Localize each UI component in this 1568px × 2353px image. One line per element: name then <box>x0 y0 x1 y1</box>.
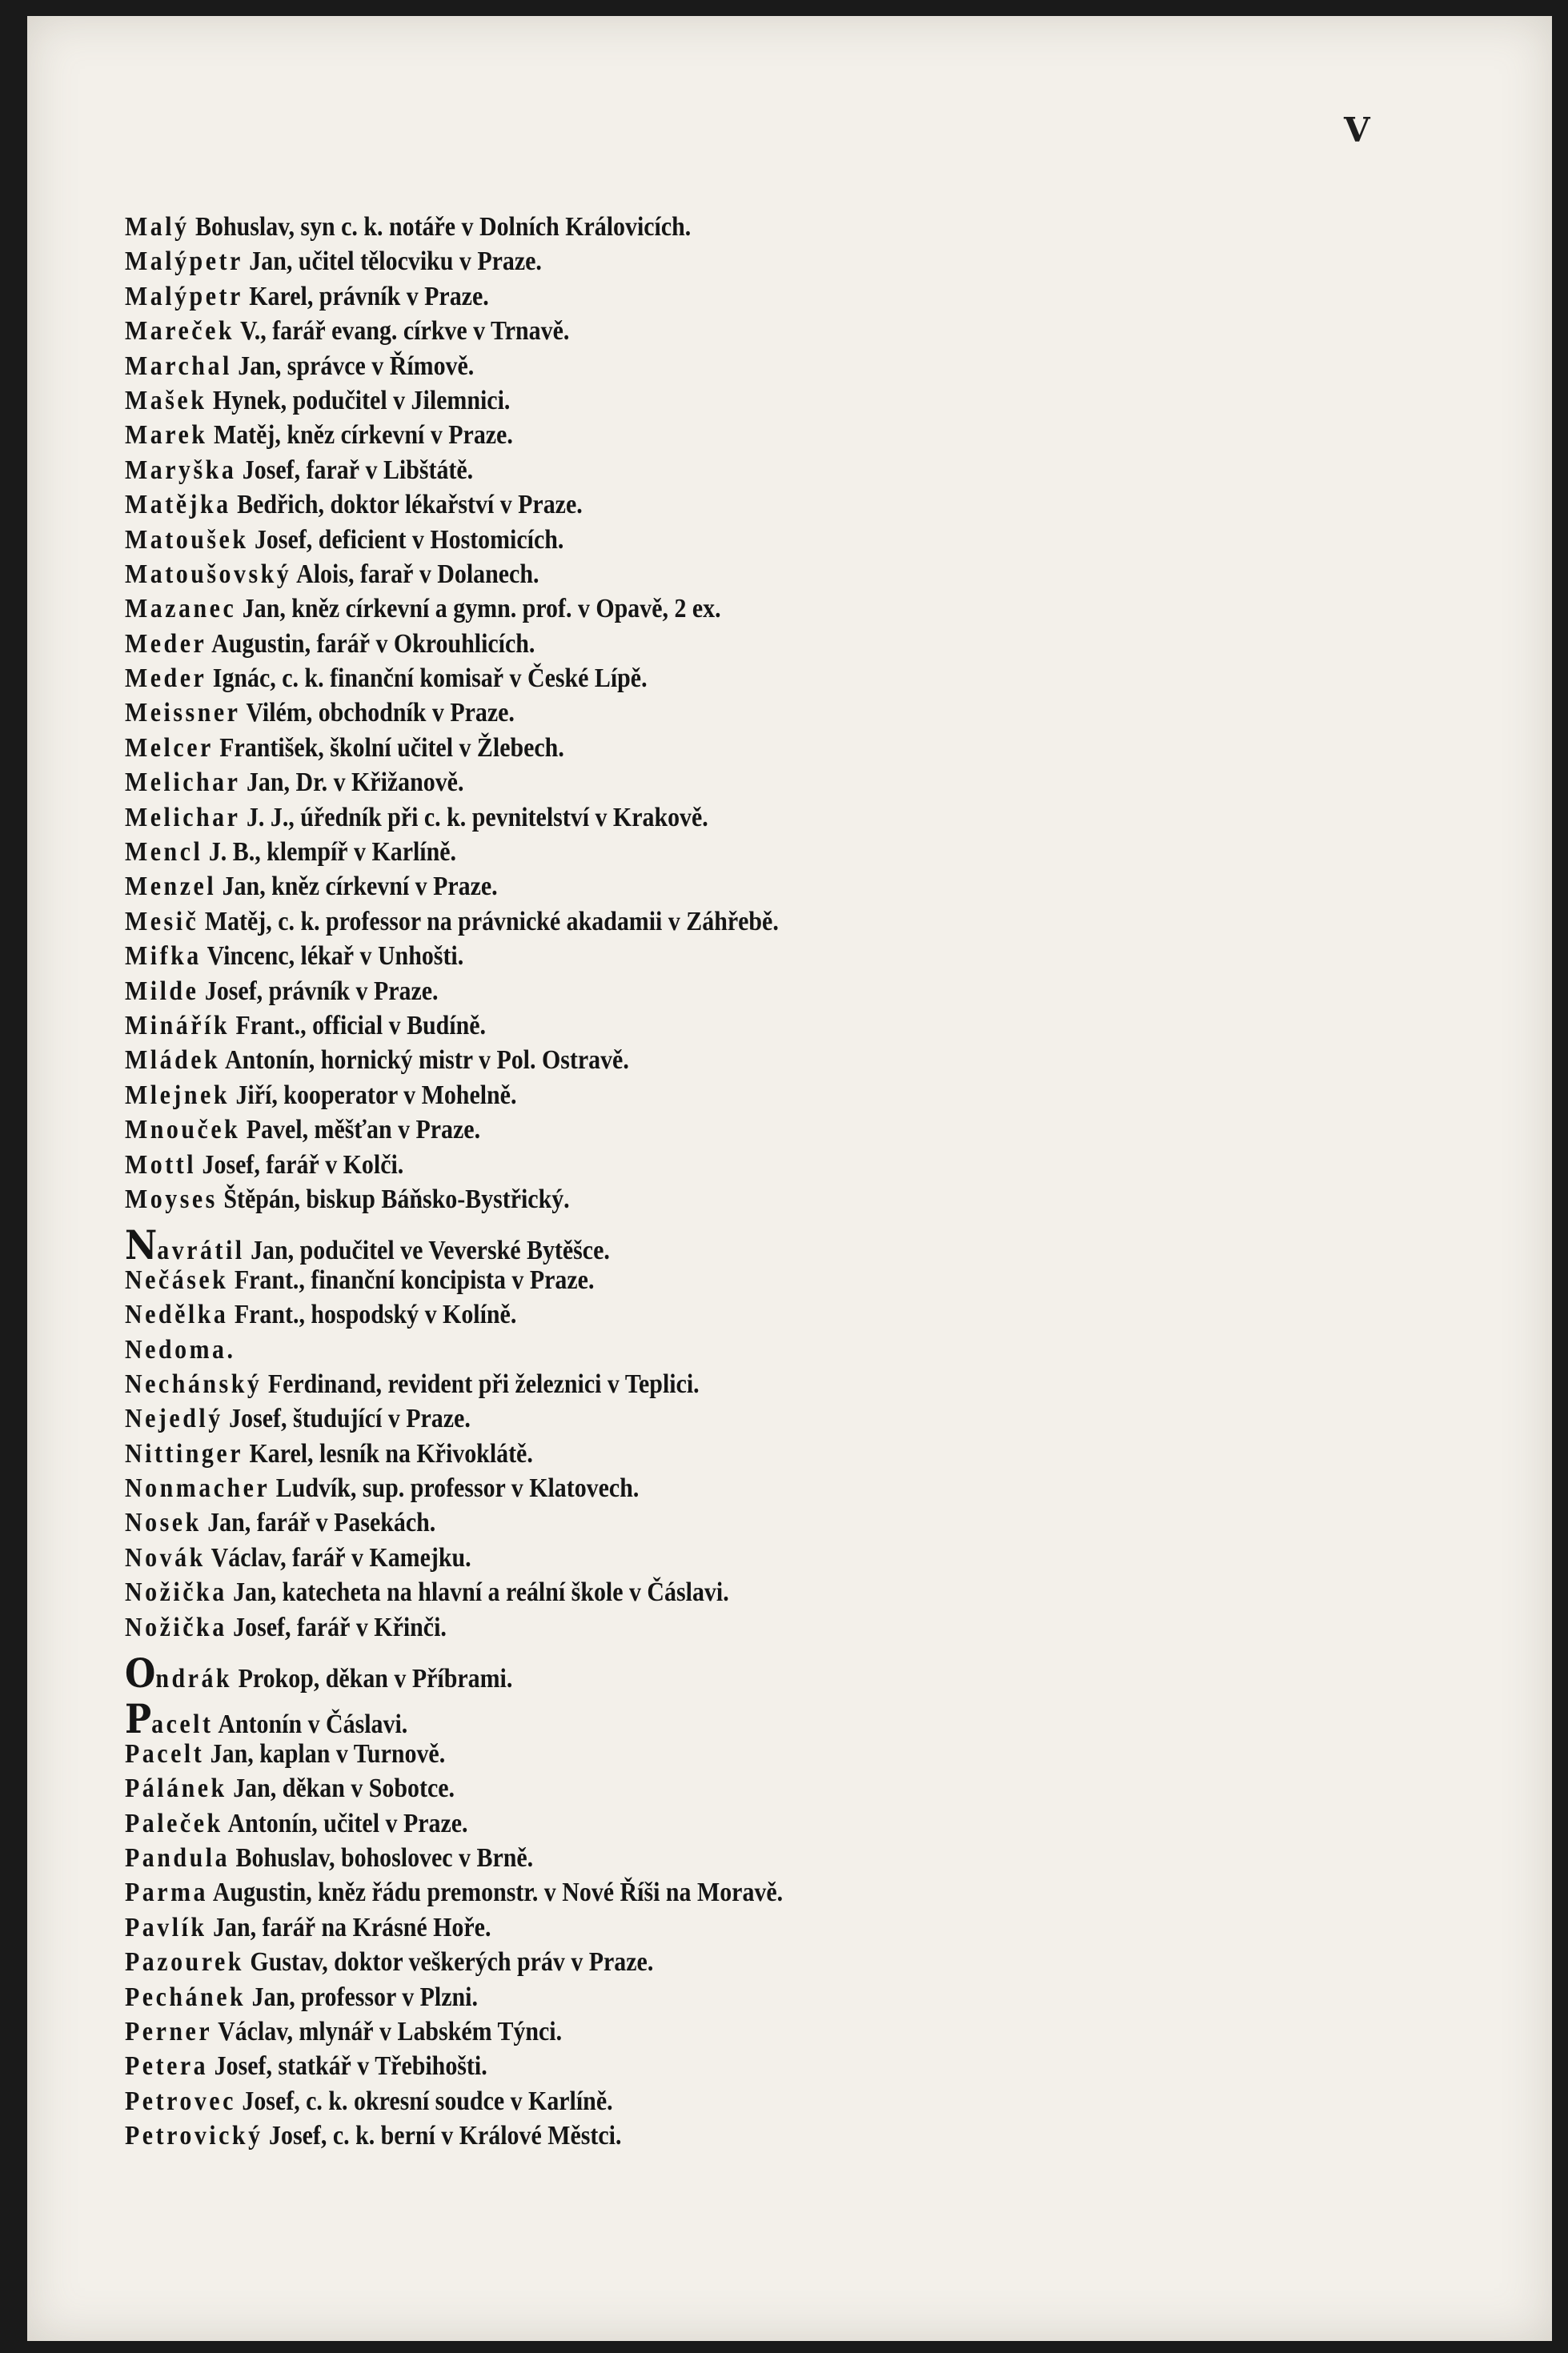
entry-details: J. J., úředník při c. k. pevnitelství v Krakově. <box>240 802 708 832</box>
entry-surname: Nosek <box>125 1508 202 1538</box>
entry-details: Bohuslav, syn c. k. notáře v Dolních Královicích. <box>189 212 692 242</box>
entry-surname: Malý <box>125 212 190 242</box>
list-item <box>125 1333 1224 1367</box>
entry-details: Jan, professor v Plzni. <box>246 1982 478 2012</box>
entry-surname: Moyses <box>125 1184 218 1214</box>
entry-details: Josef, farář v Kolči. <box>196 1149 404 1180</box>
entry-details: Bohuslav, bohoslovec v Brně. <box>230 1842 534 1873</box>
list-item <box>125 2084 1224 2119</box>
list-item <box>125 1078 1224 1112</box>
entry-surname: Parma <box>125 1878 209 1908</box>
entry-details: Augustin, kněz řádu premonstr. v Nové Říši na Moravě. <box>208 1878 784 1908</box>
entry-surname: Mnouček <box>125 1115 241 1145</box>
entry-surname: Nečásek <box>125 1265 229 1295</box>
list-item <box>125 349 1224 383</box>
entry-surname: Maryška <box>125 455 237 485</box>
entry-details: Pavel, měšťan v Praze. <box>240 1115 481 1145</box>
entry-surname: Petrovický <box>125 2121 263 2151</box>
entry-details: Josef, c. k. okresní soudce v Karlíně. <box>235 2086 613 2116</box>
list-item <box>125 453 1224 487</box>
entry-surname: Nittinger <box>125 1438 244 1469</box>
list-item <box>125 800 1224 835</box>
entry-surname: avrátil <box>157 1236 245 1266</box>
list-item <box>125 1737 1224 1771</box>
entry-details: Alois, farař v Dolanech. <box>291 559 539 589</box>
list-item <box>125 695 1224 730</box>
entry-details: Josef, farař v Libštátě. <box>236 455 474 485</box>
list-item <box>125 1008 1224 1043</box>
entry-surname: Pálánek <box>125 1774 227 1804</box>
entry-details: Jan, farář v Pasekách. <box>201 1508 436 1538</box>
entry-details: Josef, právník v Praze. <box>199 976 439 1006</box>
entry-surname: Mottl <box>125 1149 197 1180</box>
list-item <box>125 835 1224 869</box>
entry-details: Augustin, farář v Okrouhlicích. <box>207 628 535 659</box>
entry-surname: acelt <box>151 1710 214 1740</box>
list-item <box>125 279 1224 314</box>
list-item <box>125 557 1224 591</box>
list-item <box>125 1263 1224 1297</box>
list-item <box>125 314 1224 348</box>
entry-surname: Pazourek <box>125 1947 244 1978</box>
entry-surname: Menzel <box>125 872 217 902</box>
entry-surname: Mlejnek <box>125 1080 230 1110</box>
list-item <box>125 1182 1224 1217</box>
entry-surname: Matoušovský <box>125 559 292 589</box>
list-item <box>125 1148 1224 1182</box>
entry-details: Matěj, kněz církevní v Praze. <box>207 420 513 451</box>
section-gap <box>125 1217 1374 1228</box>
document-page <box>27 16 1552 2341</box>
entry-details: Vincenc, lékař v Unhošti. <box>201 941 464 972</box>
entry-details: Jiří, kooperator v Mohelně. <box>229 1080 517 1110</box>
entry-details: Vilém, obchodník v Praze. <box>240 698 515 728</box>
entry-surname: Nožička <box>125 1612 227 1642</box>
entry-details: J. B., klempíř v Karlíně. <box>203 837 457 868</box>
entry-surname: Melichar <box>125 768 241 798</box>
list-item <box>125 2119 1224 2153</box>
list-item <box>125 1771 1224 1806</box>
list-item <box>125 523 1224 557</box>
entry-details: Gustav, doktor veškerých práv v Praze. <box>243 1947 654 1978</box>
entry-details: Jan, učitel tělocviku v Praze. <box>243 247 542 277</box>
list-item <box>125 591 1224 626</box>
list-item <box>125 1297 1224 1332</box>
list-item <box>125 1112 1224 1147</box>
list-item <box>125 1221 1224 1269</box>
entry-surname: Mašek <box>125 385 207 415</box>
list-item <box>125 1610 1224 1645</box>
entry-details: Antonín, učitel v Praze. <box>223 1808 468 1838</box>
list-item <box>125 1875 1224 1910</box>
entry-details: Jan, farář na Krásné Hoře. <box>207 1912 491 1942</box>
entry-details: Frant., official v Budíně. <box>230 1010 487 1040</box>
entry-details: Frant., hospodský v Kolíně. <box>228 1300 517 1330</box>
list-item <box>125 627 1224 661</box>
entry-surname: Nožička <box>125 1577 227 1608</box>
list-item <box>125 765 1224 800</box>
entry-details: Ferdinand, revident při železnici v Teplici. <box>262 1369 700 1399</box>
entry-details: Antonín, hornický mistr v Pol. Ostravě. <box>220 1045 629 1076</box>
entry-details: Jan, katecheta na hlavní a reální škole v Čáslavi. <box>227 1577 729 1608</box>
list-item <box>125 1401 1224 1436</box>
entry-surname: Malýpetr <box>125 281 243 311</box>
section-initial: P <box>125 1695 152 1743</box>
list-item <box>125 1650 1224 1698</box>
entry-details: Josef, študující v Praze. <box>223 1404 471 1434</box>
list-item <box>125 418 1224 452</box>
entry-details: Jan, Dr. v Křižanově. <box>240 768 464 798</box>
list-item <box>125 1043 1224 1077</box>
list-item <box>125 1806 1224 1841</box>
entry-surname: Mifka <box>125 941 202 972</box>
list-item <box>125 974 1224 1008</box>
list-item <box>125 1367 1224 1401</box>
list-item <box>125 904 1224 939</box>
entry-surname: Pandula <box>125 1842 231 1873</box>
entry-details: Štěpán, biskup Báňsko-Bystřický. <box>217 1184 570 1214</box>
entry-details: . <box>227 1334 233 1365</box>
list-item <box>125 661 1224 695</box>
entry-surname: Petera <box>125 2051 209 2082</box>
entry-surname: Pavlík <box>125 1912 207 1942</box>
entry-details: Josef, farář v Křinči. <box>227 1612 447 1642</box>
entry-surname: Nedoma <box>125 1334 227 1365</box>
list-item <box>125 1910 1224 1945</box>
entry-surname: Marek <box>125 420 208 451</box>
list-item <box>125 939 1224 973</box>
section-initial: O <box>125 1650 156 1698</box>
entry-surname: Paleček <box>125 1808 223 1838</box>
entry-surname: Petrovec <box>125 2086 236 2116</box>
entry-surname: Nechánský <box>125 1369 263 1399</box>
entry-details: Matěj, c. k. professor na právnické akadamii v Záhřebě. <box>199 906 779 936</box>
list-item <box>125 2049 1224 2083</box>
list-item <box>125 869 1224 904</box>
entry-details: Václav, farář v Kamejku. <box>205 1542 471 1573</box>
entry-surname: Meder <box>125 628 207 659</box>
entry-surname: Mesič <box>125 906 199 936</box>
entry-surname: Minářík <box>125 1010 231 1040</box>
entry-surname: Mládek <box>125 1045 221 1076</box>
list-item <box>125 210 1224 244</box>
entry-surname: Matoušek <box>125 524 249 555</box>
entry-details: Jan, děkan v Sobotce. <box>227 1774 455 1804</box>
entry-details: Ludvík, sup. professor v Klatovech. <box>270 1473 640 1504</box>
entry-surname: Mazanec <box>125 594 237 624</box>
entry-details: Karel, lesník na Křivoklátě. <box>243 1438 533 1469</box>
entry-surname: Nonmacher <box>125 1473 271 1504</box>
entry-details: Prokop, děkan v Příbrami. <box>232 1664 513 1694</box>
list-item <box>125 383 1224 418</box>
entry-surname: ndrák <box>155 1664 233 1694</box>
entry-details: Josef, statkář v Třebihošti. <box>208 2051 487 2082</box>
list-item <box>125 1505 1224 1540</box>
entry-details: Jan, kaplan v Turnově. <box>204 1738 446 1769</box>
entry-surname: Nejedlý <box>125 1404 223 1434</box>
entry-surname: Meissner <box>125 698 241 728</box>
entry-details: Josef, c. k. berní v Králové Městci. <box>263 2121 622 2151</box>
entry-details: Frant., finanční koncipista v Praze. <box>228 1265 595 1295</box>
entry-details: Jan, kněz církevní a gymn. prof. v Opavě, 2 ex. <box>236 594 721 624</box>
entry-surname: Mareček <box>125 316 235 347</box>
entry-surname: Malýpetr <box>125 247 243 277</box>
entry-surname: Pechánek <box>125 1982 247 2012</box>
entry-surname: Perner <box>125 2016 213 2046</box>
subscriber-list <box>125 210 1374 2153</box>
list-item <box>125 1575 1224 1609</box>
entry-details: V., farář evang. církve v Trnavě. <box>235 316 570 347</box>
list-item <box>125 1437 1224 1471</box>
list-item <box>125 244 1224 279</box>
entry-surname: Mencl <box>125 837 203 868</box>
list-item <box>125 1980 1224 2014</box>
entry-details: Jan, podučitel ve Veverské Bytěšce. <box>244 1236 610 1266</box>
section-initial: N <box>125 1221 158 1269</box>
entry-surname: Marchal <box>125 351 232 381</box>
list-item <box>125 1945 1224 1979</box>
list-item <box>125 1541 1224 1575</box>
entry-surname: Pacelt <box>125 1738 205 1769</box>
entry-details: Antonín v Čáslavi. <box>213 1710 408 1740</box>
entry-surname: Melichar <box>125 802 241 832</box>
entry-details: Jan, kněz církevní v Praze. <box>216 872 498 902</box>
entry-details: Josef, deficient v Hostomicích. <box>248 524 564 555</box>
list-item <box>125 487 1224 522</box>
entry-details: Václav, mlynář v Labském Týnci. <box>212 2016 563 2046</box>
entry-details: Ignác, c. k. finanční komisař v České Lípě. <box>207 663 648 694</box>
list-item <box>125 2014 1224 2049</box>
list-item <box>125 1695 1224 1743</box>
list-item <box>125 1471 1224 1505</box>
entry-surname: Meder <box>125 663 207 694</box>
entry-details: Bedřich, doktor lékařství v Praze. <box>231 490 583 520</box>
entry-details: Jan, správce v Římově. <box>231 351 475 381</box>
entry-details: František, školní učitel v Žlebech. <box>213 732 564 763</box>
section-gap <box>125 1645 1374 1656</box>
entry-surname: Novák <box>125 1542 206 1573</box>
entry-surname: Milde <box>125 976 199 1006</box>
entry-details: Hynek, podučitel v Jilemnici. <box>207 385 511 415</box>
entry-details: Karel, právník v Praze. <box>243 281 489 311</box>
entry-surname: Melcer <box>125 732 214 763</box>
list-item <box>125 731 1224 765</box>
list-item <box>125 1841 1224 1875</box>
entry-surname: Matějka <box>125 490 231 520</box>
entry-surname: Nedělka <box>125 1300 229 1330</box>
page-signature-mark: V <box>1344 110 1370 150</box>
